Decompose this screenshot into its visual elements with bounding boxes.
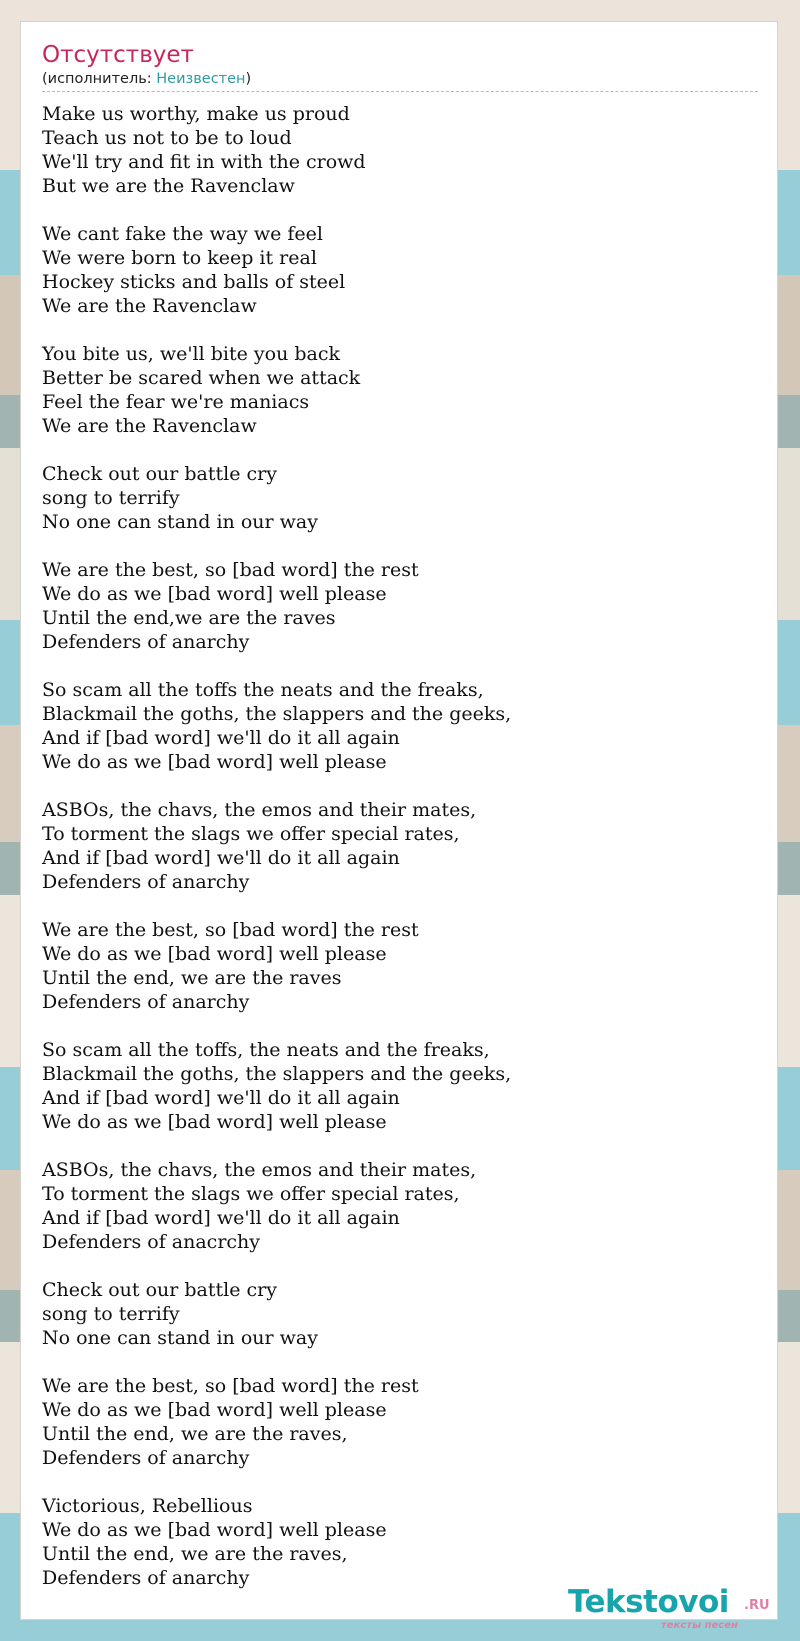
lyrics-line: Until the end, we are the raves, <box>42 1423 348 1445</box>
lyrics-line: Until the end, we are the raves, <box>42 1543 348 1565</box>
lyrics-text <box>42 102 511 1614</box>
lyrics-stanza <box>42 1278 511 1350</box>
byline-suffix: ) <box>245 71 252 87</box>
lyrics-line: We do as we [bad word] well please <box>42 583 387 605</box>
lyrics-line: Defenders of anarchy <box>42 1567 250 1589</box>
lyrics-line: We are the best, so [bad word] the rest <box>42 559 419 581</box>
lyrics-line: We are the best, so [bad word] the rest <box>42 1375 419 1397</box>
lyrics-line: So scam all the toffs, the neats and the freaks, <box>42 1039 490 1061</box>
lyrics-line: Until the end,we are the raves <box>42 607 336 629</box>
lyrics-stanza <box>42 1374 511 1470</box>
lyrics-line: And if [bad word] we'll do it all again <box>42 727 400 749</box>
byline-prefix: (исполнитель: <box>42 71 157 87</box>
lyrics-stanza <box>42 678 511 774</box>
lyrics-stanza <box>42 1038 511 1134</box>
lyrics-line: So scam all the toffs the neats and the freaks, <box>42 679 484 701</box>
lyrics-line: Until the end, we are the raves <box>42 967 342 989</box>
lyrics-line: We do as we [bad word] well please <box>42 1519 387 1541</box>
song-title: Отсутствует <box>42 42 194 68</box>
lyrics-line: ASBOs, the chavs, the emos and their mates, <box>42 1159 477 1181</box>
lyrics-stanza <box>42 558 511 654</box>
lyrics-line: We are the Ravenclaw <box>42 415 257 437</box>
lyrics-line: Teach us not to be to loud <box>42 127 292 149</box>
lyrics-line: You bite us, we'll bite you back <box>42 343 341 365</box>
lyrics-line: Defenders of anarchy <box>42 1447 250 1469</box>
lyrics-stanza <box>42 1158 511 1254</box>
lyrics-stanza <box>42 222 511 318</box>
lyrics-line: No one can stand in our way <box>42 511 318 533</box>
lyrics-line: Make us worthy, make us proud <box>42 103 350 125</box>
lyrics-line: We cant fake the way we feel <box>42 223 323 245</box>
lyrics-line: Blackmail the goths, the slappers and the geeks, <box>42 703 512 725</box>
lyrics-line: And if [bad word] we'll do it all again <box>42 1207 400 1229</box>
lyrics-stanza <box>42 1494 511 1590</box>
lyrics-line: We are the best, so [bad word] the rest <box>42 919 419 941</box>
lyrics-line: ASBOs, the chavs, the emos and their mates, <box>42 799 477 821</box>
lyrics-line: Defenders of anarchy <box>42 631 250 653</box>
lyrics-stanza <box>42 102 511 198</box>
lyrics-line: Defenders of anarchy <box>42 991 250 1013</box>
lyrics-line: We do as we [bad word] well please <box>42 943 387 965</box>
logo-wordmark: Tekstovoi <box>568 1584 729 1620</box>
lyrics-line: We do as we [bad word] well please <box>42 1399 387 1421</box>
lyrics-line: Blackmail the goths, the slappers and the geeks, <box>42 1063 512 1085</box>
lyrics-line: Check out our battle cry <box>42 463 277 485</box>
lyrics-line: We are the Ravenclaw <box>42 295 257 317</box>
lyrics-line: To torment the slags we offer special rates, <box>42 1183 460 1205</box>
logo-domain: .RU <box>744 1598 770 1613</box>
lyrics-line: We do as we [bad word] well please <box>42 1111 387 1133</box>
lyrics-line: Victorious, Rebellious <box>42 1495 253 1517</box>
lyrics-line: Defenders of anacrchy <box>42 1231 261 1253</box>
lyrics-line: song to terrify <box>42 487 180 509</box>
lyrics-stanza <box>42 918 511 1014</box>
lyrics-line: Defenders of anarchy <box>42 871 250 893</box>
lyrics-line: Better be scared when we attack <box>42 367 361 389</box>
lyrics-line: To torment the slags we offer special rates, <box>42 823 460 845</box>
lyrics-card <box>20 21 778 1620</box>
lyrics-stanza <box>42 342 511 438</box>
lyrics-stanza <box>42 462 511 534</box>
lyrics-line: song to terrify <box>42 1303 180 1325</box>
lyrics-line: Feel the fear we're maniacs <box>42 391 310 413</box>
lyrics-line: Hockey sticks and balls of steel <box>42 271 346 293</box>
lyrics-line: And if [bad word] we'll do it all again <box>42 1087 400 1109</box>
title-divider <box>42 91 758 92</box>
lyrics-stanza <box>42 798 511 894</box>
lyrics-line: We'll try and fit in with the crowd <box>42 151 366 173</box>
lyrics-line: And if [bad word] we'll do it all again <box>42 847 400 869</box>
byline <box>42 71 251 87</box>
lyrics-line: But we are the Ravenclaw <box>42 175 295 197</box>
lyrics-line: We were born to keep it real <box>42 247 317 269</box>
lyrics-line: Check out our battle cry <box>42 1279 277 1301</box>
logo-tagline: тексты песен <box>661 1620 738 1631</box>
lyrics-line: No one can stand in our way <box>42 1327 318 1349</box>
lyrics-line: We do as we [bad word] well please <box>42 751 387 773</box>
artist-link[interactable]: Неизвестен <box>156 71 246 87</box>
